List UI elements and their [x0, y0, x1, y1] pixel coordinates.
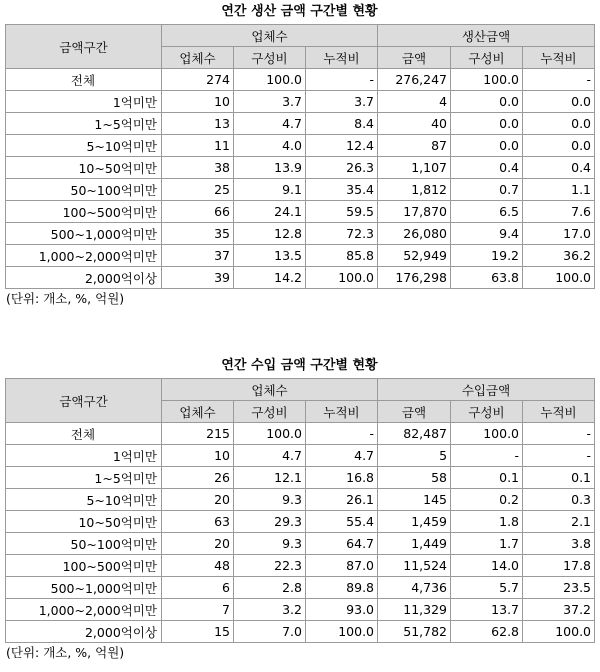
amount-cell: 26,080 [378, 223, 451, 245]
col-header-share: 구성비 [234, 47, 306, 69]
range-cell: 1,000~2,000억미만 [6, 599, 162, 621]
share-cell: 100.0 [234, 423, 306, 445]
amount-share-cell: 1.7 [451, 533, 523, 555]
amount-cumulative-cell: 36.2 [523, 245, 595, 267]
amount-share-cell: 6.5 [451, 201, 523, 223]
cumulative-cell: 72.3 [306, 223, 378, 245]
count-cell: 15 [162, 621, 234, 643]
amount-cell: 58 [378, 467, 451, 489]
share-cell: 9.3 [234, 533, 306, 555]
cumulative-cell: 59.5 [306, 201, 378, 223]
amount-cell: 52,949 [378, 245, 451, 267]
table-row [6, 511, 595, 533]
cumulative-cell: 8.4 [306, 113, 378, 135]
amount-cell: 11,524 [378, 555, 451, 577]
share-cell: 4.7 [234, 113, 306, 135]
range-cell: 1억미만 [6, 91, 162, 113]
share-cell: 24.1 [234, 201, 306, 223]
share-cell: 3.7 [234, 91, 306, 113]
count-cell: 39 [162, 267, 234, 289]
cumulative-cell: 26.3 [306, 157, 378, 179]
range-cell: 5~10억미만 [6, 489, 162, 511]
amount-cell: 145 [378, 489, 451, 511]
col-header-amount: 금액 [378, 401, 451, 423]
total-row [6, 69, 595, 91]
cumulative-cell: 12.4 [306, 135, 378, 157]
cumulative-cell: 64.7 [306, 533, 378, 555]
amount-share-cell: 100.0 [451, 423, 523, 445]
share-cell: 7.0 [234, 621, 306, 643]
cumulative-cell: - [306, 423, 378, 445]
table-row [6, 223, 595, 245]
cumulative-cell: - [306, 69, 378, 91]
table-row [6, 577, 595, 599]
range-cell: 1억미만 [6, 445, 162, 467]
count-cell: 25 [162, 179, 234, 201]
amount-cumulative-cell: 0.3 [523, 489, 595, 511]
amount-cell: 5 [378, 445, 451, 467]
count-cell: 11 [162, 135, 234, 157]
count-cell: 10 [162, 445, 234, 467]
share-cell: 13.5 [234, 245, 306, 267]
count-cell: 35 [162, 223, 234, 245]
amount-share-cell: 0.0 [451, 113, 523, 135]
amount-cumulative-cell: 0.0 [523, 113, 595, 135]
table-row [6, 489, 595, 511]
cumulative-cell: 55.4 [306, 511, 378, 533]
amount-cell: 176,298 [378, 267, 451, 289]
range-cell: 100~500억미만 [6, 201, 162, 223]
share-cell: 14.2 [234, 267, 306, 289]
amount-share-cell: 1.8 [451, 511, 523, 533]
amount-cumulative-cell: - [523, 445, 595, 467]
import-table-title: 연간 수입 금액 구간별 현황 [221, 358, 378, 373]
import-amount-group-header: 수입금액 [378, 379, 595, 401]
col-header-share: 구성비 [234, 401, 306, 423]
amount-share-cell: 5.7 [451, 577, 523, 599]
amount-cell: 82,487 [378, 423, 451, 445]
share-cell: 4.7 [234, 445, 306, 467]
amount-cell: 87 [378, 135, 451, 157]
amount-share-cell: 13.7 [451, 599, 523, 621]
col-header-amount: 금액 [378, 47, 451, 69]
amount-cell: 1,459 [378, 511, 451, 533]
amount-share-cell: 0.0 [451, 135, 523, 157]
production-table-body [6, 69, 595, 289]
count-cell: 63 [162, 511, 234, 533]
col-header-count: 업체수 [162, 47, 234, 69]
production-amount-section [5, 2, 594, 309]
share-cell: 3.2 [234, 599, 306, 621]
amount-cumulative-cell: 3.8 [523, 533, 595, 555]
amount-cell: 1,812 [378, 179, 451, 201]
company-count-group-header: 업체수 [162, 379, 378, 401]
production-table-title: 연간 생산 금액 구간별 현황 [221, 4, 378, 19]
cumulative-cell: 93.0 [306, 599, 378, 621]
amount-cell: 11,329 [378, 599, 451, 621]
table-row [6, 245, 595, 267]
col-header-cumulative: 누적비 [306, 401, 378, 423]
amount-cell: 1,107 [378, 157, 451, 179]
cumulative-cell: 100.0 [306, 621, 378, 643]
amount-cumulative-cell: 1.1 [523, 179, 595, 201]
cumulative-cell: 100.0 [306, 267, 378, 289]
amount-cumulative-cell: 23.5 [523, 577, 595, 599]
count-cell: 66 [162, 201, 234, 223]
range-cell: 10~50억미만 [6, 157, 162, 179]
range-cell: 5~10억미만 [6, 135, 162, 157]
amount-cumulative-cell: 37.2 [523, 599, 595, 621]
count-cell: 6 [162, 577, 234, 599]
share-cell: 2.8 [234, 577, 306, 599]
total-row [6, 423, 595, 445]
table-row [6, 599, 595, 621]
amount-cumulative-cell: 0.0 [523, 91, 595, 113]
company-count-group-header: 업체수 [162, 25, 378, 47]
share-cell: 100.0 [234, 69, 306, 91]
col-header-amount-cumulative: 누적비 [523, 47, 595, 69]
amount-share-cell: 100.0 [451, 69, 523, 91]
table-row [6, 179, 595, 201]
share-cell: 29.3 [234, 511, 306, 533]
amount-cumulative-cell: 0.1 [523, 467, 595, 489]
table-row [6, 533, 595, 555]
import-table [5, 378, 595, 643]
range-cell: 50~100억미만 [6, 179, 162, 201]
range-cell: 전체 [6, 69, 162, 91]
share-cell: 12.1 [234, 467, 306, 489]
share-cell: 13.9 [234, 157, 306, 179]
range-cell: 전체 [6, 423, 162, 445]
cumulative-cell: 26.1 [306, 489, 378, 511]
range-header: 금액구간 [6, 379, 162, 423]
col-header-amount-cumulative: 누적비 [523, 401, 595, 423]
count-cell: 38 [162, 157, 234, 179]
amount-cell: 51,782 [378, 621, 451, 643]
share-cell: 22.3 [234, 555, 306, 577]
amount-share-cell: 19.2 [451, 245, 523, 267]
cumulative-cell: 89.8 [306, 577, 378, 599]
share-cell: 4.0 [234, 135, 306, 157]
production-table [5, 24, 595, 289]
amount-share-cell: 0.1 [451, 467, 523, 489]
amount-share-cell: 62.8 [451, 621, 523, 643]
share-cell: 9.3 [234, 489, 306, 511]
amount-share-cell: 0.4 [451, 157, 523, 179]
share-cell: 9.1 [234, 179, 306, 201]
table-row [6, 467, 595, 489]
count-cell: 7 [162, 599, 234, 621]
amount-cumulative-cell: 2.1 [523, 511, 595, 533]
amount-cell: 40 [378, 113, 451, 135]
count-cell: 48 [162, 555, 234, 577]
amount-cell: 4,736 [378, 577, 451, 599]
range-header: 금액구간 [6, 25, 162, 69]
unit-note: (단위: 개소, %, 억원) [6, 291, 125, 306]
share-cell: 12.8 [234, 223, 306, 245]
amount-cumulative-cell: 17.0 [523, 223, 595, 245]
amount-cumulative-cell: 0.4 [523, 157, 595, 179]
col-header-cumulative: 누적비 [306, 47, 378, 69]
amount-share-cell: 14.0 [451, 555, 523, 577]
count-cell: 20 [162, 489, 234, 511]
cumulative-cell: 85.8 [306, 245, 378, 267]
count-cell: 215 [162, 423, 234, 445]
cumulative-cell: 35.4 [306, 179, 378, 201]
cumulative-cell: 87.0 [306, 555, 378, 577]
range-cell: 50~100억미만 [6, 533, 162, 555]
range-cell: 1,000~2,000억미만 [6, 245, 162, 267]
amount-share-cell: 9.4 [451, 223, 523, 245]
range-cell: 1~5억미만 [6, 113, 162, 135]
table-row [6, 267, 595, 289]
count-cell: 10 [162, 91, 234, 113]
amount-cell: 17,870 [378, 201, 451, 223]
amount-share-cell: - [451, 445, 523, 467]
count-cell: 274 [162, 69, 234, 91]
import-table-body [6, 423, 595, 643]
amount-cell: 4 [378, 91, 451, 113]
amount-cumulative-cell: 7.6 [523, 201, 595, 223]
table-row [6, 91, 595, 113]
table-row [6, 555, 595, 577]
cumulative-cell: 3.7 [306, 91, 378, 113]
amount-cumulative-cell: 100.0 [523, 621, 595, 643]
amount-cell: 1,449 [378, 533, 451, 555]
table-row [6, 201, 595, 223]
range-cell: 100~500억미만 [6, 555, 162, 577]
table-row [6, 135, 595, 157]
amount-cell: 276,247 [378, 69, 451, 91]
import-amount-section [5, 356, 594, 663]
count-cell: 26 [162, 467, 234, 489]
range-cell: 500~1,000억미만 [6, 577, 162, 599]
range-cell: 10~50억미만 [6, 511, 162, 533]
cumulative-cell: 4.7 [306, 445, 378, 467]
amount-share-cell: 0.2 [451, 489, 523, 511]
cumulative-cell: 16.8 [306, 467, 378, 489]
range-cell: 2,000억이상 [6, 267, 162, 289]
count-cell: 20 [162, 533, 234, 555]
production-amount-group-header: 생산금액 [378, 25, 595, 47]
table-row [6, 445, 595, 467]
amount-share-cell: 0.7 [451, 179, 523, 201]
col-header-amount-share: 구성비 [451, 401, 523, 423]
unit-note: (단위: 개소, %, 억원) [6, 645, 125, 660]
count-cell: 37 [162, 245, 234, 267]
amount-cumulative-cell: 17.8 [523, 555, 595, 577]
table-row [6, 157, 595, 179]
range-cell: 2,000억이상 [6, 621, 162, 643]
range-cell: 500~1,000억미만 [6, 223, 162, 245]
amount-cumulative-cell: 0.0 [523, 135, 595, 157]
table-row [6, 621, 595, 643]
count-cell: 13 [162, 113, 234, 135]
range-cell: 1~5억미만 [6, 467, 162, 489]
amount-share-cell: 63.8 [451, 267, 523, 289]
col-header-count: 업체수 [162, 401, 234, 423]
amount-cumulative-cell: - [523, 423, 595, 445]
table-row [6, 113, 595, 135]
col-header-amount-share: 구성비 [451, 47, 523, 69]
amount-cumulative-cell: - [523, 69, 595, 91]
amount-cumulative-cell: 100.0 [523, 267, 595, 289]
amount-share-cell: 0.0 [451, 91, 523, 113]
